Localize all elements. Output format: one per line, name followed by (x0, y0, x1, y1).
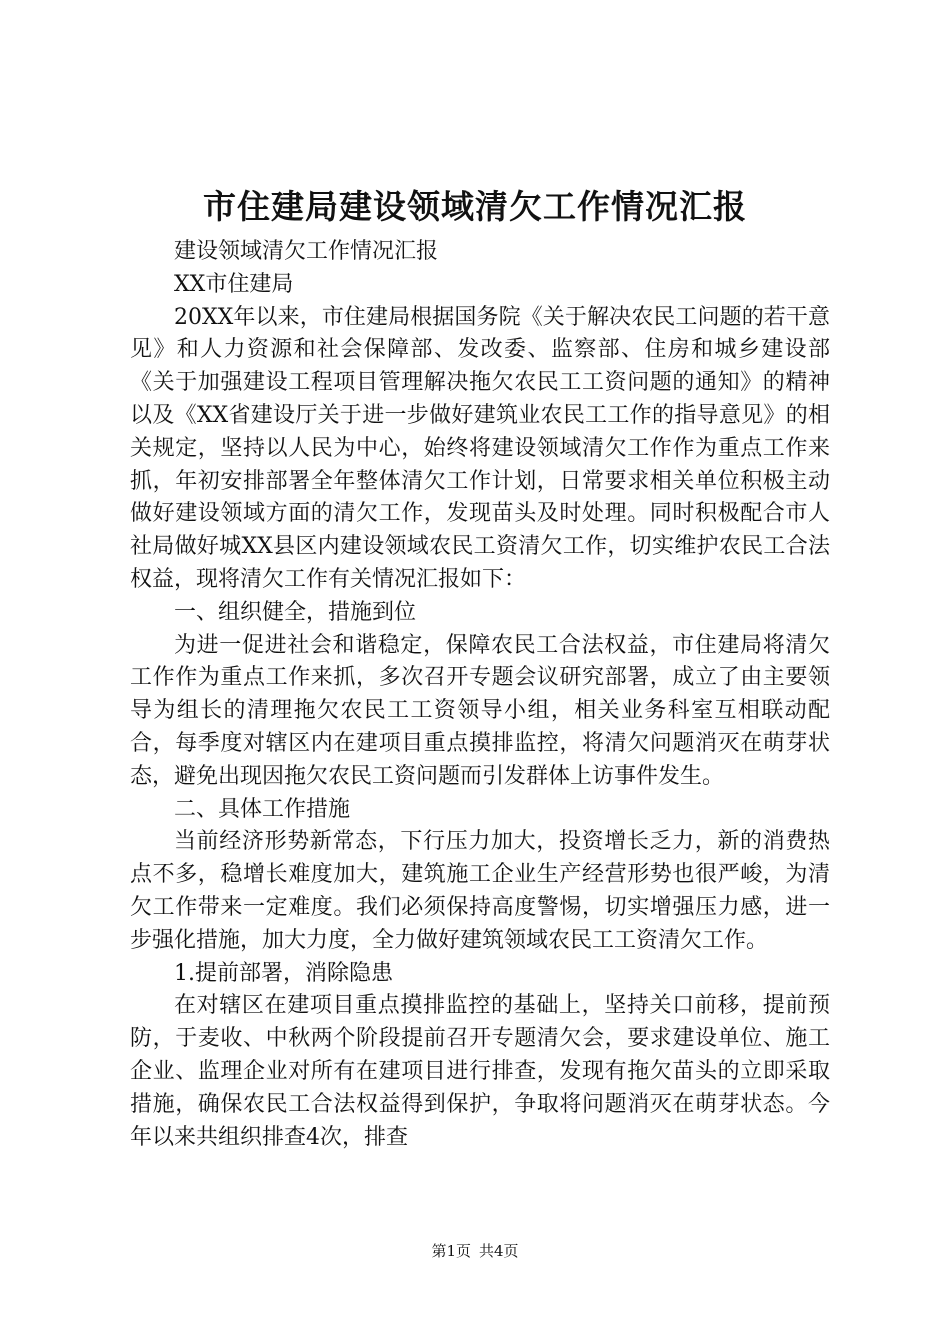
issuer: XX市住建局 (174, 271, 294, 297)
body-paragraph: 当前经济形势新常态，下行压力加大，投资增长乏力，新的消费热点不多，稳增长难度加大，建筑施工企业生产经营形势也很严峻，为清欠工作带来一定难度。我们必须保持高度警惕，切实增强压力感，进一步强化措施，加大力度，全力做好建筑领域农民工工资清欠工作。 (130, 829, 830, 953)
body-paragraph: 为进一促进社会和谐稳定，保障农民工合法权益，市住建局将清欠工作作为重点工作来抓，多次召开专题会议研究部署，成立了由主要领导为组长的清理拖欠农民工工资领导小组，相关业务科室互相联动配合，每季度对辖区内在建项目重点摸排监控，将清欠问题消灭在萌芽状态，避免出现因拖欠农民工资问题而引发群体上访事件发生。 (130, 632, 830, 789)
section-heading: 一、组织健全，措施到位 (174, 599, 417, 625)
document-title: 市住建局建设领域清欠工作情况汇报 (203, 187, 747, 226)
subtitle: 建设领域清欠工作情况汇报 (174, 239, 439, 264)
body-paragraph: 在对辖区在建项目重点摸排监控的基础上，坚持关口前移，提前预防，于麦收、中秋两个阶段提前召开专题清欠会，要求建设单位、施工企业、监理企业对所有在建项目进行排查，发现有拖欠苗头的立即采取措施，确保农民工合法权益得到保护，争取将问题消灭在萌芽状态。今年以来共组织排查4次，排查 (130, 993, 830, 1150)
document-body (130, 236, 830, 1154)
page-total: 共4页 (479, 1242, 519, 1260)
subsection-heading: 1.提前部署，消除隐患 (174, 960, 393, 986)
page-footer (0, 1240, 950, 1262)
section-heading: 二、具体工作措施 (174, 796, 351, 822)
page-number: 第1页 (431, 1242, 471, 1260)
body-paragraph: 20XX年以来，市住建局根据国务院《关于解决农民工问题的若干意见》和人力资源和社会保障部、发改委、监察部、住房和城乡建设部《关于加强建设工程项目管理解决拖欠农民工工资问题的通知》的精神以及《XX省建设厅关于进一步做好建筑业农民工工作的指导意见》的相关规定，坚持以人民为中心，始终将建设领域清欠工作作为重点工作来抓，年初安排部署全年整体清欠工作计划，日常要求相关单位积极主动做好建设领域方面的清欠工作，发现苗头及时处理。同时积极配合市人社局做好城XX县区内建设领域农民工资清欠工作，切实维护农民工合法权益，现将清欠工作有关情况汇报如下： (130, 304, 830, 592)
